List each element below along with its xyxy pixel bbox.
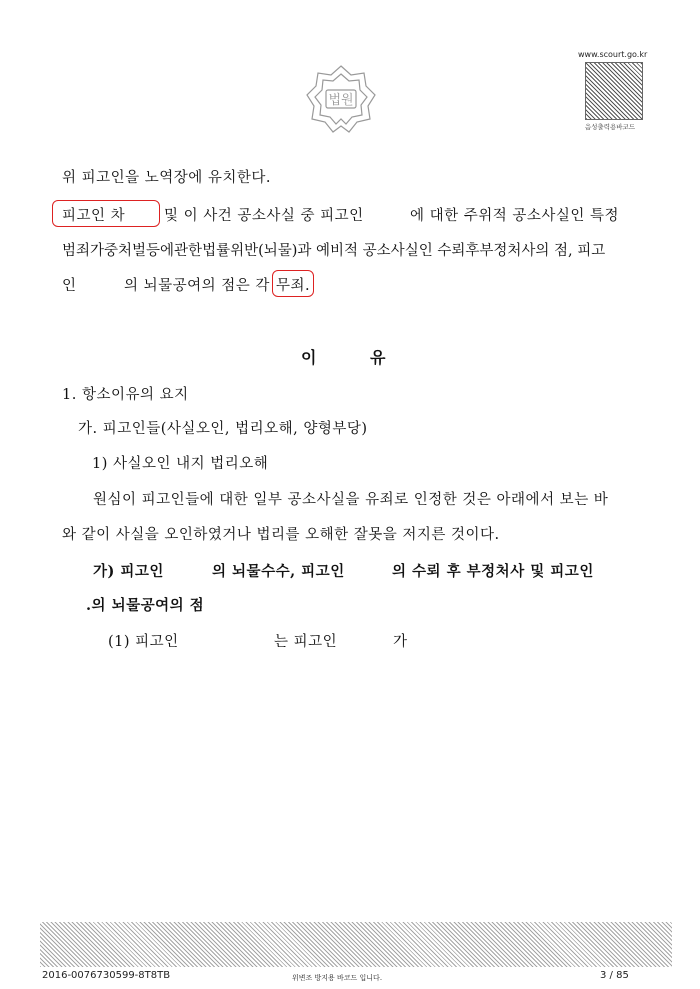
text-line-4-b: 의 뇌물공여의 점은 각 (124, 278, 270, 294)
reason-title-2: 유 (370, 348, 386, 367)
item-1-a: (1) 피고인 (108, 634, 179, 650)
subheading-ga-line-2: .의 뇌물공여의 점 (86, 597, 205, 614)
text-line-2-b: 및 이 사건 공소사실 중 피고인 (164, 208, 364, 224)
reason-title-1: 이 (301, 348, 317, 367)
barcode-caption: 음성출력용바코드 (584, 123, 636, 131)
text-line-2-a: 피고인 차 (62, 208, 126, 224)
subheading-ga-c: 의 수뢰 후 부정처사 및 피고인 (392, 563, 594, 580)
paragraph-1-line-1: 원심이 피고인들에 대한 일부 공소사실을 유죄로 인정한 것은 아래에서 보는 바 (93, 492, 609, 508)
text-line-2-c: 에 대한 주위적 공소사실인 특정 (410, 208, 620, 224)
court-emblem-icon (304, 62, 378, 136)
text-line-1: 위 피고인을 노역장에 유치한다. (62, 170, 272, 186)
barcode-notice: 위변조 방지용 바코드 입니다. (292, 974, 383, 982)
subheading-ga-a: 가) 피고인 (93, 563, 164, 580)
item-1-c: 가 (393, 634, 408, 650)
qr-code-icon (585, 62, 643, 120)
barcode-block (578, 50, 648, 131)
section-heading-ga: 가. 피고인들(사실오인, 법리오해, 양형부당) (78, 421, 368, 437)
page-number: 3 / 85 (600, 970, 629, 981)
emblem-text: 법원 (328, 93, 354, 108)
site-url: www.scourt.go.kr (578, 50, 648, 59)
anti-forgery-barcode-icon (40, 922, 672, 967)
text-line-3: 범죄가중처벌등에관한법률위반(뇌물)과 예비적 공소사실인 수뢰후부정처사의 점, 피고 (62, 243, 606, 259)
verdict-text: 무죄. (276, 278, 311, 294)
section-heading-1-1: 1) 사실오인 내지 법리오해 (92, 456, 269, 472)
section-heading-1: 1. 항소이유의 요지 (62, 387, 189, 403)
doc-code: 2016-0076730599-8T8TB (42, 970, 171, 981)
item-1-b: 는 피고인 (274, 634, 338, 650)
subheading-ga-b: 의 뇌물수수, 피고인 (212, 563, 345, 580)
paragraph-1-line-2: 와 같이 사실을 오인하였거나 법리를 오해한 잘못을 저지른 것이다. (62, 527, 500, 543)
text-line-4-a: 인 (62, 278, 77, 294)
